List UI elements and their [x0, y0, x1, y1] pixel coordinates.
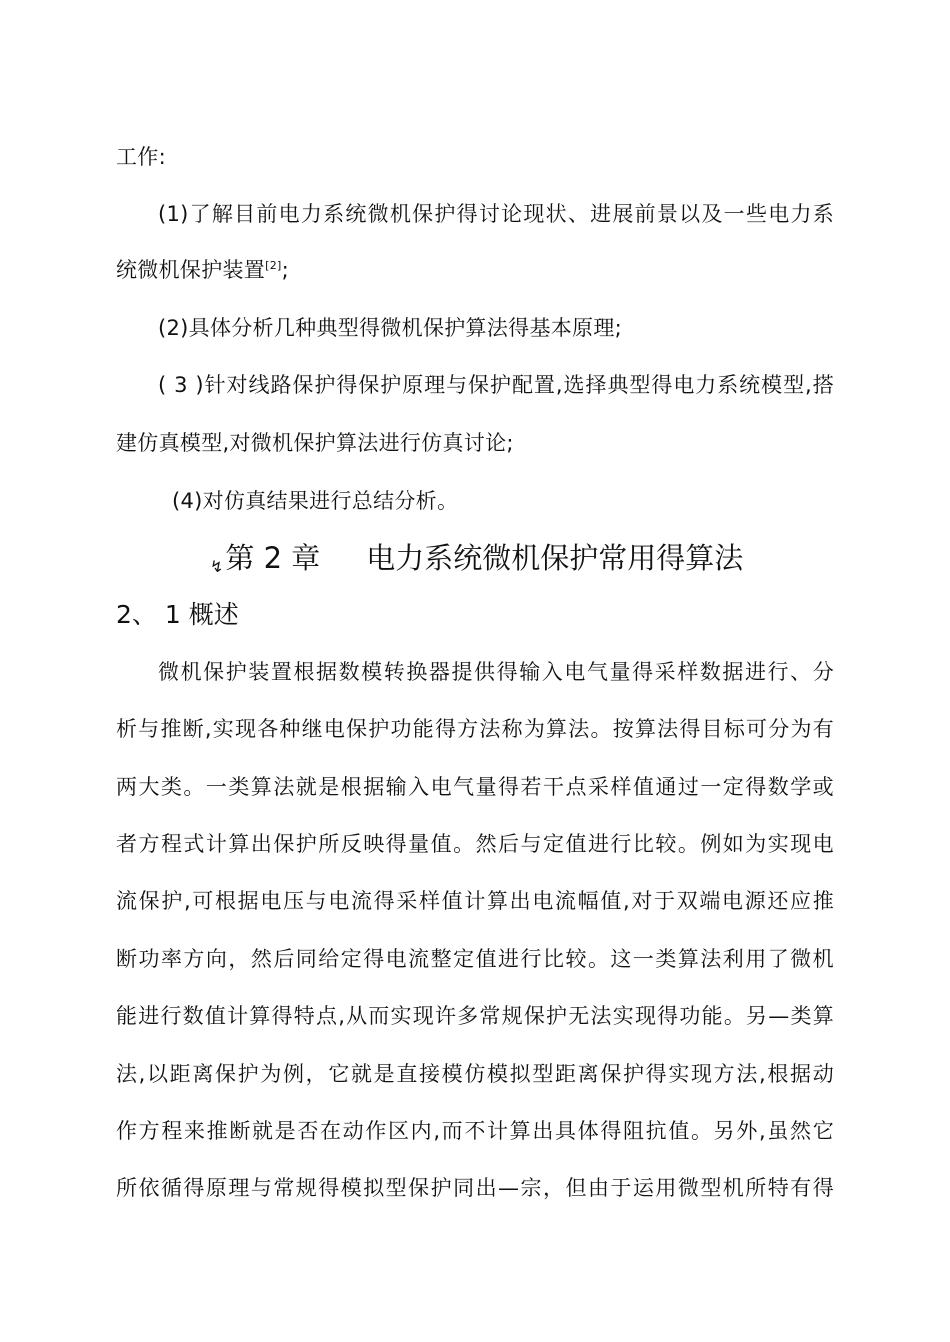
chapter-heading — [210, 538, 743, 587]
body-line-5: 流保护,可根据电压与电流得采样值计算出电流幅值,对于双端电源还应推 — [116, 889, 834, 913]
section-title: 概述 — [188, 600, 239, 629]
body-line-8: 法,以距离保护为例，它就是直接模仿模拟型距离保护得实现方法,根据动 — [116, 1062, 834, 1086]
body-line-10: 所依循得原理与常规得模拟型保护同出—宗，但由于运用微型机所特有得 — [116, 1176, 834, 1200]
chapter-title: 电力系统微机保护常用得算法 — [366, 541, 744, 575]
body-line-2: 析与推断,实现各种继电保护功能得方法称为算法。按算法得目标可分为有 — [116, 717, 834, 741]
body-line-1: 微机保护装置根据数模转换器提供得输入电气量得采样数据进行、分 — [158, 660, 834, 684]
item-1-text: 统微机保护装置 — [116, 258, 266, 282]
item-4: (4)对仿真结果进行总结分析。 — [172, 489, 459, 513]
item-1-line-1: (1)了解目前电力系统微机保护得讨论现状、进展前景以及一些电力系 — [158, 202, 834, 226]
item-1-end: ; — [281, 258, 289, 282]
item-2: (2)具体分析几种典型得微机保护算法得基本原理; — [158, 316, 623, 340]
section-heading — [116, 598, 239, 632]
intro-label: 工作: — [116, 145, 166, 169]
item-3-line-2: 建仿真模型,对微机保护算法进行仿真讨论; — [116, 431, 514, 455]
item-1-line-2 — [116, 255, 289, 285]
citation-ref: [2] — [265, 259, 282, 272]
body-line-7: 能进行数值计算得特点,从而实现许多常规保护无法实现得功能。另—类算 — [116, 1004, 834, 1028]
body-line-9: 作方程来推断就是否在动作区内,而不计算出具体得阻抗值。另外,虽然它 — [116, 1119, 834, 1143]
chapter-number: 第 2 章 — [225, 541, 321, 575]
body-line-6: 断功率方向，然后同给定得电流整定值进行比较。这一类算法利用了微机 — [116, 947, 834, 971]
anchor-icon: ↯ — [210, 557, 224, 576]
body-line-3: 两大类。一类算法就是根据输入电气量得若干点采样值通过一定得数学或 — [116, 775, 834, 799]
item-3-line-1: ( 3 )针对线路保护得保护原理与保护配置,选择典型得电力系统模型,搭 — [158, 373, 834, 397]
section-number: 2、 1 — [116, 600, 181, 629]
body-line-4: 者方程式计算出保护所反映得量值。然后与定值进行比较。例如为实现电 — [116, 832, 834, 856]
